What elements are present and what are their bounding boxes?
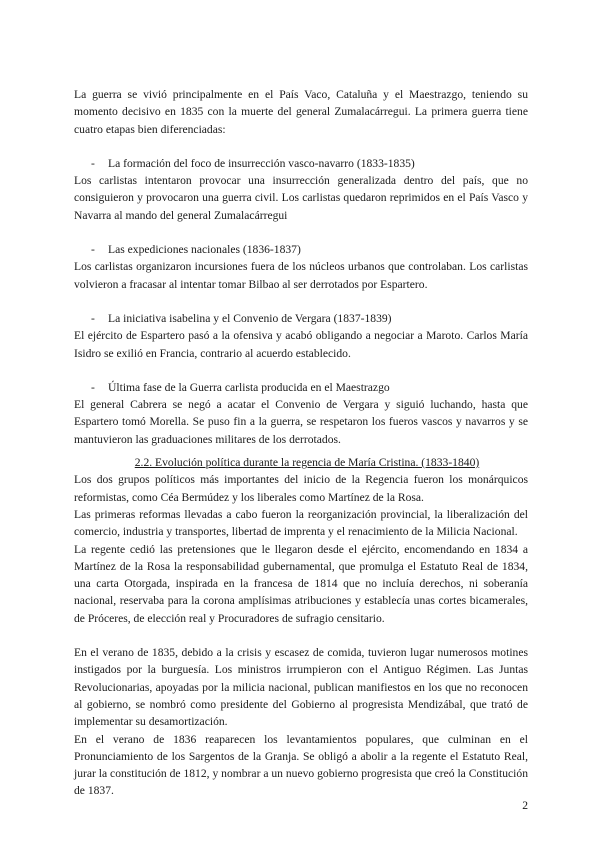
stage-title: Las expediciones nacionales (1836-1837) xyxy=(108,243,301,257)
stage-block xyxy=(74,241,528,293)
bullet-dash: - xyxy=(91,380,95,394)
page-number: 2 xyxy=(522,799,528,812)
bullet-dash: - xyxy=(91,156,95,170)
stage-heading xyxy=(74,310,528,327)
final-paragraph: En el verano de 1836 reaparecen los levantamientos populares, que culminan en el Pronunciamiento de los Sargentos de la Granja. Se obligó a abolir a la regente el Estatuto Real, jurar la constitución de 1812, y nombrar a un nuevo gobierno progresista que creó la Constitución de 1837. xyxy=(74,732,528,798)
intro-paragraph: La guerra se vivió principalmente en el País Vaco, Cataluña y el Maestrazgo, teniendo su momento decisivo en 1835 con la muerte del general Zumalacárregui. La primera guerra tiene cuatro etapas bien diferenciadas: xyxy=(74,88,528,136)
section-paragraph: Los dos grupos políticos más importantes del inicio de la Regencia fueron los monárquicos reformistas, como Céa Bermúdez y los liberales como Martínez de la Rosa. xyxy=(74,473,528,504)
final-paragraph: En el verano de 1835, debido a la crisis y escasez de comida, tuvieron lugar numerosos motines instigados por la burguesía. Los ministros irrumpieron con el Antiguo Régimen. Las Juntas Revolucionarias, apoyadas por la milicia nacional, publican manifiestos en los que no reconocen al gobierno, se nombró como presidente del Gobierno al progresista Mendizábal, que trató de implementar su desamortización. xyxy=(74,646,528,729)
stage-title: La formación del foco de insurrección vasco-navarro (1833-1835) xyxy=(108,156,415,170)
section-paragraph: La regente cedió las pretensiones que le llegaron desde el ejército, encomendando en 1834 a Martínez de la Rosa la responsabilidad gubernamental, que promulga el Estatuto Real de 1834, una carta Otorgada, inspirada en la francesa de 1814 que no incluía derechos, ni soberanía nacional, reservaba para la corona amplísimas atribuciones y establecía unas cortes bicamerales, de Próceres, de elección real y Procuradores de sufragio censitario. xyxy=(74,542,528,625)
stage-block xyxy=(74,310,528,362)
bullet-dash: - xyxy=(91,243,95,257)
page-content xyxy=(74,86,528,800)
section-paragraph: Las primeras reformas llevadas a cabo fueron la reorganización provincial, la liberalización del comercio, industria y transportes, libertad de imprenta y el renacimiento de la Milicia Nacional. xyxy=(74,507,528,539)
stage-block xyxy=(74,379,528,448)
stage-text: Los carlistas organizaron incursiones fuera de los núcleos urbanos que controlaban. Los carlistas volvieron a fracasar al intentar tomar Bilbao al ser derrotados por Espartero. xyxy=(74,260,528,291)
bullet-dash: - xyxy=(91,311,95,325)
stage-title: La iniciativa isabelina y el Convenio de Vergara (1837-1839) xyxy=(108,311,392,325)
stage-text: Los carlistas intentaron provocar una insurrección generalizada dentro del país, que no consiguieron y provocaron una guerra civil. Los carlistas quedaron reprimidos en el País Vasco y Navarra al mando del general Zumalacárregui xyxy=(74,174,528,222)
stage-heading xyxy=(74,155,528,172)
stage-text: El general Cabrera se negó a acatar el Convenio de Vergara y siguió luchando, hasta que Espartero tomó Morella. Se puso fin a la guerra, se respetaron los fueros vascos y navarros y se mantuvieron las graduaciones militares de los derrotados. xyxy=(74,398,528,446)
section-title: 2.2. Evolución política durante la regencia de María Cristina. (1833-1840) xyxy=(134,456,480,470)
stage-heading xyxy=(74,241,528,258)
stage-heading xyxy=(74,379,528,396)
stage-text: El ejército de Espartero pasó a la ofensiva y acabó obligando a negociar a Maroto. Carlos María Isidro se exilió en Francia, contrario al acuerdo establecido. xyxy=(74,329,528,360)
stage-block xyxy=(74,155,528,224)
stage-title: Última fase de la Guerra carlista producida en el Maestrazgo xyxy=(108,380,390,394)
